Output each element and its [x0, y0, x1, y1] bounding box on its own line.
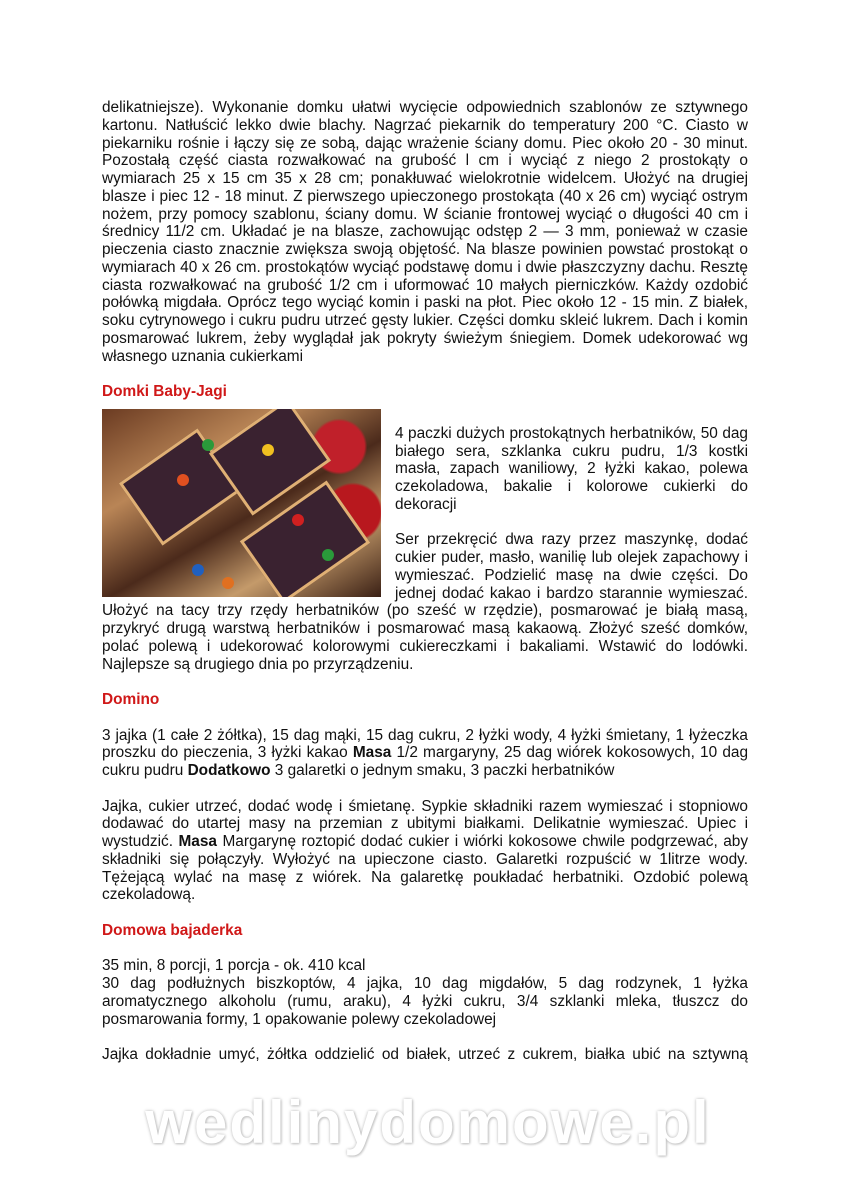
ingredients-label-extra: Dodatkowo	[187, 762, 271, 779]
method-label-masa: Masa	[178, 833, 217, 850]
method-text: Jajka, cukier utrzeć, dodać wodę i śmietanę. Sypkie składniki razem wymieszać i stopniowo dodawać do utartej masy na przemian z ubitymi białkami. Delikatnie wymieszać. Upiec i wystudzić.	[102, 797, 748, 850]
recipe-info: 35 min, 8 porcji, 1 porcja - ok. 410 kcal	[102, 957, 366, 975]
recipe-photo-gingerbread-houses	[102, 409, 381, 597]
recipe-method: Jajka dokładnie umyć, żółtka oddzielić od białek, utrzeć z cukrem, białka ubić na sztywną	[102, 1046, 748, 1063]
intro-paragraph: delikatniejsze). Wykonanie domku ułatwi wycięcie odpowiednich szablonów ze sztywnego kartonu. Natłuścić lekko dwie blachy. Nagrzać piekarnik do temperatury 200 °C. Ciasto w piekarniku rośnie i łączy się ze sobą, dając wrażenie ściany domu. Piec około 20 - 30 minut. Pozostałą część ciasta rozwałkować na grubość l cm i wyciąć z niego 2 prostokąty o wymiarach 25 x 15 cm 35 x 28 cm; ponakłuwać wielokrotnie widelcem. Ułożyć na drugiej blasze i piec 12 - 18 minut. Z pierwszego upieczonego prostokąta (40 x 26 cm) wyciąć ostrym nożem, przy pomocy szablonu, ściany domu. W ścianie frontowej wyciąć o długości 40 cm i średnicy 11/2 cm. Układać je na blasze, zachowując odstęp 2 — 3 mm, ponieważ w czasie pieczenia ciasto znacznie zwiększa swoją objętość. Na blasze powinien powstać prostokąt o wymiarach 40 x 26 cm. prostokątów wyciąć podstawę domu i dwie płaszczyzny dachu. Resztę ciasta rozwałkować na grubość 1/2 cm i uformować 10 małych pierniczków. Każdy ozdobić połówką migdała. Oprócz tego wyciąć komin i paski na płot. Piec około 12 - 15 min. Z białek, soku cytrynowego i cukru pudru utrzeć gęsty lukier. Części domku skleić lukrem. Dach i komin posmarować lukrem, żeby wyglądał jak pokryty świeżym śniegiem. Domek udekorować wg własnego uznania cukierkami	[102, 99, 748, 365]
recipe-method: Ser przekręcić dwa razy przez maszynkę, dodać cukier puder, masło, wanilię lub olejek zapachowy i wymieszać. Podzielić masę na dwie części. Do jednej dodać kakao i bardzo starannie wymieszać. Ułożyć na tacy trzy rzędy herbatników (po sześć w rzędzie), posmarować je białą masą, przykryć drugą warstwą herbatników i posmarować masą kakaową. Złożyć sześć domków, polać polewą i udekorować kolorowymi cukiereczkami i bakaliami. Wstawić do lodówki. Najlepsze są drugiego dnia po przyrządzeniu.	[102, 531, 748, 673]
method-text: Margarynę roztopić dodać cukier i wiórki kokosowe chwile podgrzewać, aby składniki się połączyły. Wyłożyć na upieczone ciasto. Galaretki rozpuścić w 1litrze wody. Tężejącą wylać na masę z wiórek. Na galaretkę poukładać herbatniki. Ozdobić polewą czekoladową.	[102, 833, 749, 904]
recipe-ingredients: 30 dag podłużnych biszkoptów, 4 jajka, 10 dag migdałów, 5 dag rodzynek, 1 łyżka aromatycznego alkoholu (rumu, araku), 4 łyżki cukru, 3/4 szklanki mleka, tłuszcz do posmarowania formy, 1 opakowanie polewy czekoladowej	[102, 975, 748, 1028]
recipe-title-domino: Domino	[102, 691, 160, 708]
recipe-ingredients	[102, 727, 748, 780]
ingredients-text: 3 jajka (1 całe 2 żółtka), 15 dag mąki, 15 dag cukru, 2 łyżki wody, 4 łyżki śmietany, 1 łyżeczka proszku do pieczenia, 3 łyżki kakao	[102, 726, 748, 762]
ingredients-label-masa: Masa	[352, 744, 392, 762]
recipe-title-domowa-bajaderka: Domowa bajaderka	[102, 921, 243, 939]
recipe-title-domki-baby-jagi: Domki Baby-Jagi	[102, 383, 227, 400]
recipe-ingredients: 4 paczki dużych prostokątnych herbatników, 50 dag białego sera, szklanka cukru pudru, 1/3 kostki masła, zapach waniliowy, 2 łyżki kakao, polewa czekoladowa, bakalie i kolorowe cukierki do dekoracji	[395, 424, 748, 513]
watermark: wedlinydomowe.pl	[145, 1089, 711, 1156]
recipe-method	[102, 798, 748, 905]
ingredients-text: 3 galaretki o jednym smaku, 3 paczki herbatników	[274, 762, 615, 779]
ingredients-text: 1/2 margaryny, 25 dag wiórek kokosowych, 10 dag cukru pudru	[102, 744, 749, 779]
document-page	[102, 99, 748, 1064]
